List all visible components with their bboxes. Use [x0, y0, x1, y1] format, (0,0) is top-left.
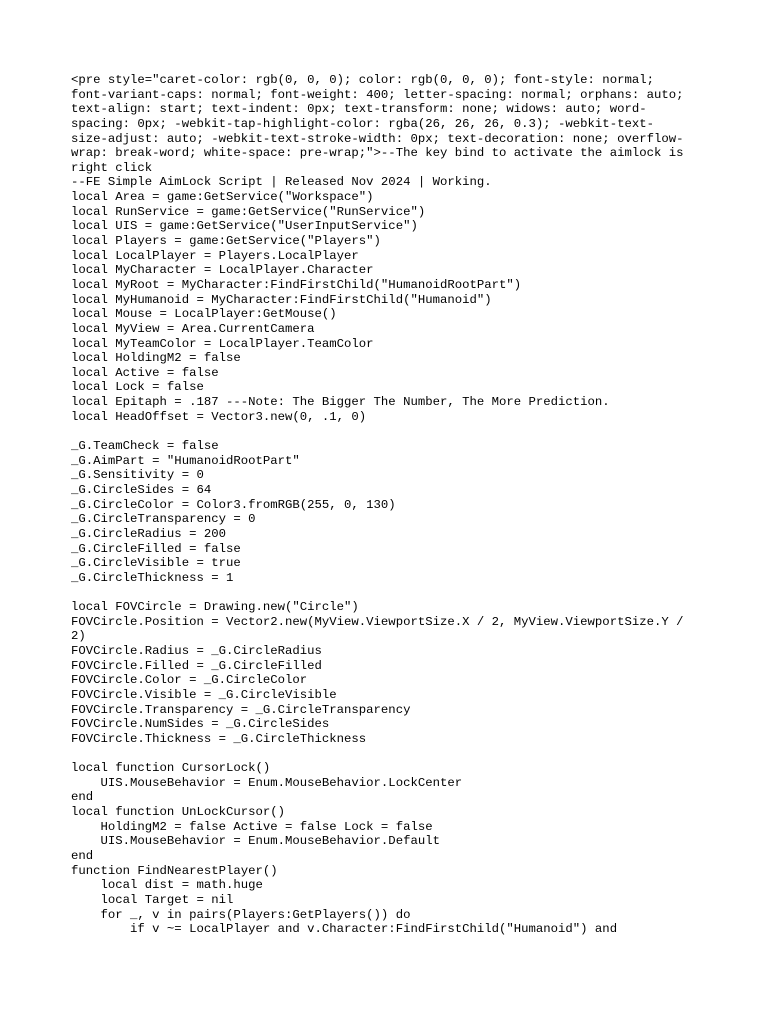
code-line: FOVCircle.Transparency = _G.CircleTransparency	[71, 702, 411, 717]
code-line: _G.CircleFilled = false	[71, 541, 241, 556]
code-line	[71, 585, 701, 600]
code-line: local FOVCircle = Drawing.new("Circle")	[71, 600, 359, 615]
code-line: spacing: 0px; -webkit-tap-highlight-color: rgba(26, 26, 26, 0.3); -webkit-text-	[71, 116, 654, 131]
code-line: 2)	[71, 629, 86, 644]
code-line: local MyRoot = MyCharacter:FindFirstChild("HumanoidRootPart")	[71, 277, 522, 292]
code-line: _G.AimPart = "HumanoidRootPart"	[71, 453, 300, 468]
code-line: local Lock = false	[71, 380, 204, 395]
code-line: _G.CircleRadius = 200	[71, 526, 226, 541]
code-line: local RunService = game:GetService("RunService")	[71, 204, 426, 219]
code-line: --FE Simple AimLock Script | Released Nov 2024 | Working.	[71, 175, 492, 190]
code-line: UIS.MouseBehavior = Enum.MouseBehavior.LockCenter	[71, 775, 463, 790]
code-line: <pre style="caret-color: rgb(0, 0, 0); color: rgb(0, 0, 0); font-style: normal;	[71, 73, 654, 87]
code-line: local Mouse = LocalPlayer:GetMouse()	[71, 307, 337, 322]
code-line: local Epitaph = .187 ---Note: The Bigger The Number, The More Prediction.	[71, 395, 610, 410]
code-line: local HoldingM2 = false	[71, 351, 241, 366]
code-line: end	[71, 790, 94, 805]
code-line: _G.TeamCheck = false	[71, 439, 219, 454]
code-line: local Players = game:GetService("Players")	[71, 234, 381, 249]
code-line: FOVCircle.Color = _G.CircleColor	[71, 673, 308, 688]
code-line: text-align: start; text-indent: 0px; text-transform: none; widows: auto; word-	[71, 102, 647, 117]
code-line: local dist = math.huge	[71, 878, 263, 893]
code-line: FOVCircle.Position = Vector2.new(MyView.ViewportSize.X / 2, MyView.ViewportSize.Y /	[71, 614, 684, 629]
code-line: HoldingM2 = false Active = false Lock = false	[71, 819, 433, 834]
code-line: local HeadOffset = Vector3.new(0, .1, 0)	[71, 409, 367, 424]
code-line: local UIS = game:GetService("UserInputService")	[71, 219, 418, 234]
code-line: right click	[71, 160, 153, 175]
code-line: FOVCircle.Radius = _G.CircleRadius	[71, 643, 322, 658]
code-line: local Area = game:GetService("Workspace")	[71, 190, 374, 205]
code-line: local Active = false	[71, 365, 219, 380]
code-line: local MyTeamColor = LocalPlayer.TeamColor	[71, 336, 374, 351]
code-line: local Target = nil	[71, 892, 234, 907]
code-line: if v ~= LocalPlayer and v.Character:FindFirstChild("Humanoid") and	[71, 922, 618, 937]
code-line: end	[71, 848, 94, 863]
code-line: _G.CircleVisible = true	[71, 556, 241, 571]
code-line	[71, 424, 701, 439]
code-line: for _, v in pairs(Players:GetPlayers()) do	[71, 907, 411, 922]
code-line: FOVCircle.Thickness = _G.CircleThickness	[71, 731, 367, 746]
code-line: local function UnLockCursor()	[71, 805, 286, 820]
code-line: _G.CircleSides = 64	[71, 482, 212, 497]
code-line: FOVCircle.Filled = _G.CircleFilled	[71, 658, 322, 673]
code-line: font-variant-caps: normal; font-weight: 400; letter-spacing: normal; orphans: auto;	[71, 87, 684, 102]
code-line: FOVCircle.Visible = _G.CircleVisible	[71, 687, 337, 702]
code-line	[71, 746, 701, 761]
code-line: local MyHumanoid = MyCharacter:FindFirstChild("Humanoid")	[71, 292, 492, 307]
code-line: FOVCircle.NumSides = _G.CircleSides	[71, 717, 330, 732]
code-line: local MyCharacter = LocalPlayer.Character	[71, 263, 374, 278]
code-line: UIS.MouseBehavior = Enum.MouseBehavior.Default	[71, 834, 440, 849]
code-line: local LocalPlayer = Players.LocalPlayer	[71, 248, 359, 263]
code-line: _G.CircleThickness = 1	[71, 570, 234, 585]
document-page	[71, 73, 701, 937]
code-line: local function CursorLock()	[71, 761, 271, 776]
code-line: size-adjust: auto; -webkit-text-stroke-width: 0px; text-decoration: none; overflow-	[71, 131, 684, 146]
code-line: _G.CircleTransparency = 0	[71, 512, 256, 527]
code-line: _G.Sensitivity = 0	[71, 468, 204, 483]
code-line: function FindNearestPlayer()	[71, 863, 278, 878]
code-line: local MyView = Area.CurrentCamera	[71, 321, 315, 336]
code-line: wrap: break-word; white-space: pre-wrap;">--The key bind to activate the aimlock is	[71, 146, 684, 161]
code-line: _G.CircleColor = Color3.fromRGB(255, 0, 130)	[71, 497, 396, 512]
